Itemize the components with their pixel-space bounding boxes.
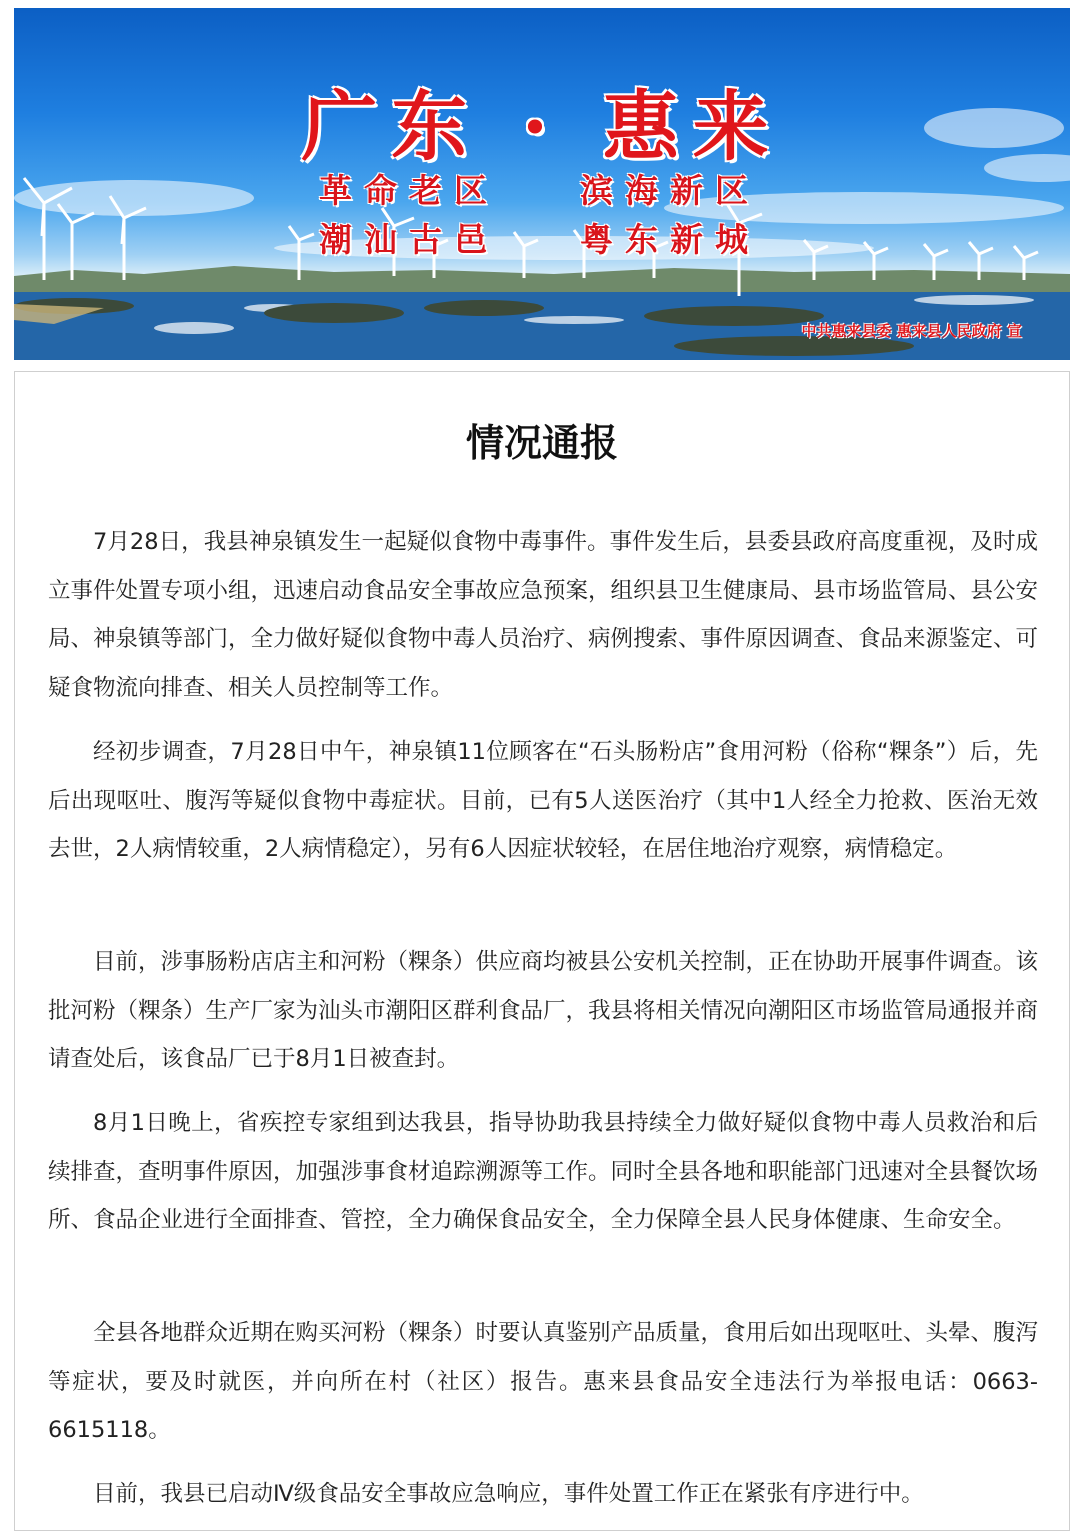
paragraph-advice: 全县各地群众近期在购买河粉（粿条）时要认真鉴别产品质量，食用后如出现呕吐、头晕、腹泻等症状，要及时就医，并向所在村（社区）报告。惠来县食品安全违法行为举报电话：0663-6615118。 <box>48 1320 1039 1443</box>
banner-credit: 中共惠来县委 惠来县人民政府 宣 <box>801 322 1022 340</box>
slogan-revolutionary-old-area: 革命老区 <box>319 171 499 210</box>
paragraph-investigation: 经初步调查，7月28日中午，神泉镇11位顾客在“石头肠粉店”食用河粉（俗称“粿条”）后，先后出现呕吐、腹泻等疑似食物中毒症状。目前，已有5人送医治疗（其中1人经全力抢救、医治无效去世，2人病情较重，2人病情稳定），另有6人因症状较轻，在居住地治疗观察，病情稳定。 <box>48 739 1038 862</box>
header-banner <box>14 8 1070 360</box>
paragraph-experts: 8月1日晚上，省疾控专家组到达我县，指导协助我县持续全力做好疑似食物中毒人员救治和后续排查，查明事件原因，加强涉事食材追踪溯源等工作。同时全县各地和职能部门迅速对全县餐饮场所、食品企业进行全面排查、管控，全力确保食品安全，全力保障全县人民身体健康、生命安全。 <box>48 1110 1039 1233</box>
paragraph-control: 目前，涉事肠粉店店主和河粉（粿条）供应商均被县公安机关控制，正在协助开展事件调查。该批河粉（粿条）生产厂家为汕头市潮阳区群利食品厂，我县将相关情况向潮阳区市场监管局通报并商请查处后，该食品厂已于8月1日被查封。 <box>48 949 1039 1072</box>
slogan-coastal-new-area: 滨海新区 <box>580 171 760 210</box>
slogan-east-guangdong-new-city: 粤东新城 <box>580 220 760 259</box>
notice-body <box>14 371 1070 1531</box>
paragraph-incident: 7月28日，我县神泉镇发生一起疑似食物中毒事件。事件发生后，县委县政府高度重视，及时成立事件处置专项小组，迅速启动食品安全事故应急预案，组织县卫生健康局、县市场监管局、县公安局、神泉镇等部门，全力做好疑似食物中毒人员治疗、病例搜索、事件原因调查、食品来源鉴定、可疑食物流向排查、相关人员控制等工作。 <box>48 529 1039 701</box>
slogan-chaoshan-ancient-town: 潮汕古邑 <box>319 220 499 259</box>
page-title: 情况通报 <box>465 421 618 465</box>
paragraph-response: 目前，我县已启动Ⅳ级食品安全事故应急响应，事件处置工作正在紧张有序进行中。 <box>93 1481 924 1507</box>
banner-title: 广东 · 惠来 <box>301 82 783 171</box>
wind-farm-coast-illustration <box>14 8 1070 360</box>
